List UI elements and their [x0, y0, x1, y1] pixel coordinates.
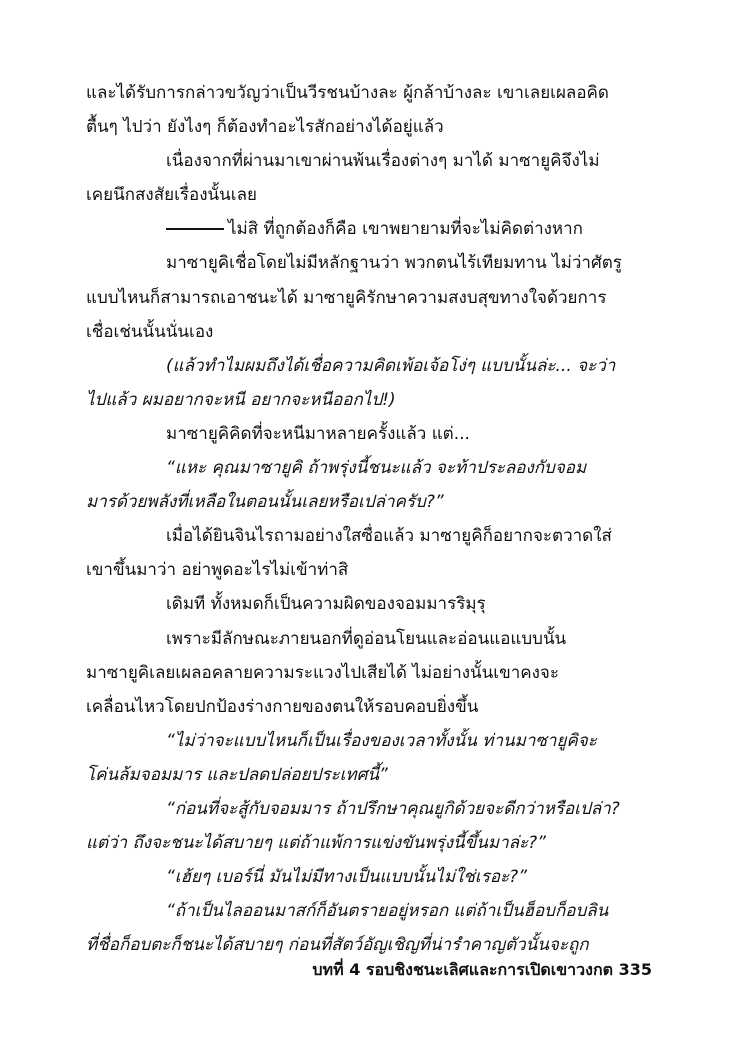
text-line — [86, 212, 656, 246]
text-line: เขาขึ้นมาว่า อย่าพูดอะไรไม่เข้าท่าสิ — [86, 560, 349, 581]
text-line-content: ไม่สิ ที่ถูกต้องก็คือ เขาพยายามที่จะไม่คิดต่างหาก — [228, 219, 583, 240]
text-line: มารด้วยพลังที่เหลือในตอนนั้นเลยหรือเปล่าครับ?” — [86, 492, 444, 513]
text-line: ที่ชื่อก็อบตะก็ชนะได้สบายๆ ก่อนที่สัตว์อัญเชิญที่น่ารำคาญตัวนั้นจะถูก — [86, 935, 589, 956]
body-text — [86, 76, 656, 962]
text-line: เคยนึกสงสัยเรื่องนั้นเลย — [86, 185, 257, 206]
text-line: “ถ้าเป็นไลออนมาสก์ก็อันตรายอยู่หรอก แต่ถ้าเป็นฮ็อบก็อบลิน — [166, 901, 609, 922]
text-line: เคลื่อนไหวโดยปกป้องร่างกายของตนให้รอบคอบยิ่งขึ้น — [86, 696, 479, 717]
text-line: และได้รับการกล่าวขวัญว่าเป็นวีรชนบ้างละ ผู้กล้าบ้างละ เขาเลยเผลอคิด — [86, 83, 609, 103]
text-line: มาซายูคิคิดที่จะหนีมาหลายครั้งแล้ว แต่... — [166, 423, 470, 444]
text-line: ไปแล้ว ผมอยากจะหนี อยากจะหนีออกไป!) — [86, 389, 396, 410]
em-dash-rule — [166, 228, 224, 230]
text-line: เดิมที ทั้งหมดก็เป็นความผิดของจอมมารริมุรุ — [166, 594, 486, 615]
page-footer: บทที่ 4 รอบชิงชนะเลิศและการเปิดเขาวงกต 335 — [312, 960, 652, 979]
text-line: มาซายูคิเลยเผลอคลายความระแวงไปเสียได้ ไม่อย่างนั้นเขาคงจะ — [86, 662, 560, 683]
text-line: เชื่อเช่นนั้นนั่นเอง — [86, 321, 214, 342]
text-line: โค่นล้มจอมมาร และปลดปล่อยประเทศนี้” — [86, 764, 388, 785]
text-line: “แหะ คุณมาซายูคิ ถ้าพรุ่งนี้ชนะแล้ว จะท้าประลองกับจอม — [166, 458, 587, 479]
text-line: มาซายูคิเชื่อโดยไม่มีหลักฐานว่า พวกตนไร้เทียมทาน ไม่ว่าศัตรู — [166, 253, 622, 274]
text-line: เนื่องจากที่ผ่านมาเขาผ่านพ้นเรื่องต่างๆ มาได้ มาซายูคิจึงไม่ — [166, 151, 600, 172]
text-line: เพราะมีลักษณะภายนอกที่ดูอ่อนโยนและอ่อนแอแบบนั้น — [166, 628, 567, 649]
text-line: ตื้นๆ ไปว่า ยังไงๆ ก็ต้องทำอะไรสักอย่างได้อยู่แล้ว — [86, 117, 444, 138]
text-line: (แล้วทำไมผมถึงได้เชื่อความคิดเพ้อเจ้อโง่ๆ แบบนั้นล่ะ... จะว่า — [166, 355, 616, 376]
text-line: “เฮ้ยๆ เบอร์นี่ มันไม่มีทางเป็นแบบนั้นไม่ใช่เรอะ?” — [166, 867, 528, 888]
text-line: “ไม่ว่าจะแบบไหนก็เป็นเรื่องของเวลาทั้งนั้น ท่านมาซายูคิจะ — [166, 730, 597, 751]
text-line: “ก่อนที่จะสู้กับจอมมาร ถ้าปรึกษาคุณยูกิด้วยจะดีกว่าหรือเปล่า? — [166, 798, 620, 819]
text-line: เมื่อได้ยินจินไรถามอย่างใสซื่อแล้ว มาซายูคิก็อยากจะตวาดใส่ — [166, 526, 612, 547]
text-line: แต่ว่า ถึงจะชนะได้สบายๆ แต่ถ้าแพ้การแข่งขันพรุ่งนี้ขึ้นมาล่ะ?” — [86, 833, 546, 854]
text-line: แบบไหนก็สามารถเอาชนะได้ มาซายูคิรักษาความสงบสุขทางใจด้วยการ — [86, 287, 607, 308]
